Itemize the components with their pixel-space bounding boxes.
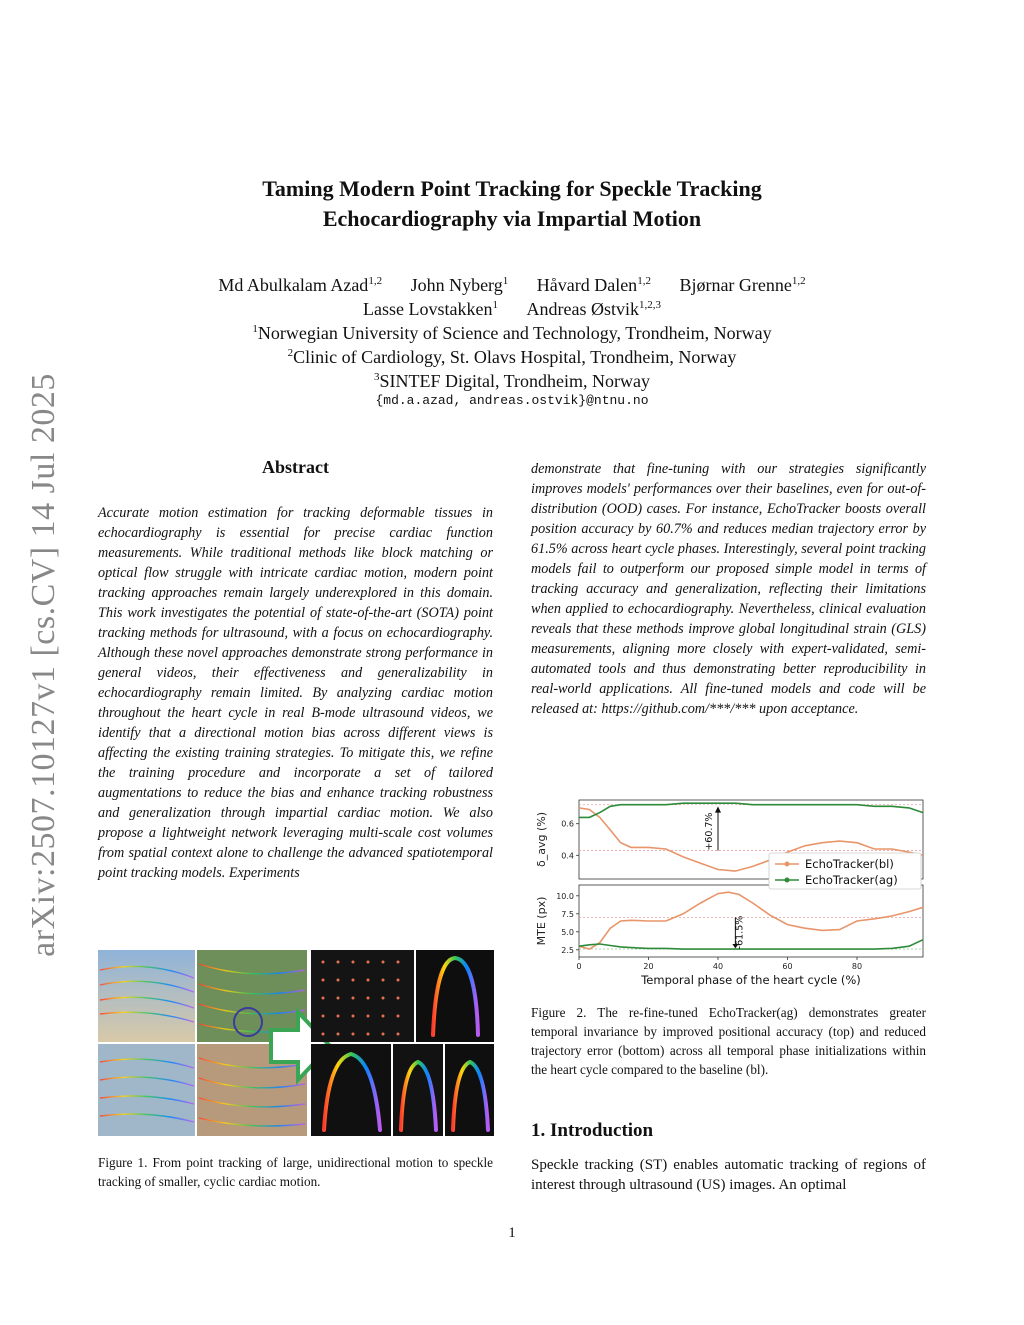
title-line-2: Echocardiography via Impartial Motion (322, 206, 702, 231)
x-tick-label: 60 (782, 962, 793, 971)
annotation-label: -61.5% (734, 915, 746, 950)
figure-2-caption: Figure 2. The re-fine-tuned EchoTracker(ag) demonstrates greater temporal invariance by improved positional accuracy (top) and reduced trajectory error (bottom) across all temporal phase initializations within the heart cycle compared to the baseline (bl). (531, 1005, 926, 1077)
section-heading: 1. Introduction (531, 1120, 654, 1141)
echo-frame-1 (311, 950, 414, 1042)
y-tick-label: 7.5 (561, 909, 574, 919)
author: Md Abulkalam Azad$^{1,2}$ (218, 275, 383, 295)
legend-label: EchoTracker(bl) (805, 857, 894, 871)
arxiv-identifier: arXiv:2507.10127v1 [cs.CV] 14 Jul 2025 (25, 373, 62, 957)
legend-marker (785, 878, 790, 883)
figure-1-caption: Figure 1. From point tracking of large, unidirectional motion to speckle tracking of smaller, cyclic cardiac motion. (98, 1155, 493, 1189)
y-tick-label: 0.4 (561, 851, 574, 861)
legend-marker (785, 862, 790, 867)
intro-paragraph: Speckle tracking (ST) enables automatic tracking of regions of interest through ultrasound (US) images. An optimal (531, 1157, 926, 1193)
echo-frame-2 (416, 950, 494, 1042)
figure-1-collage (98, 950, 494, 1140)
author: Andreas Østvik$^{1,2,3}$ (526, 299, 661, 319)
affiliation: $^1$Norwegian University of Science and Technology, Trondheim, Norway (252, 323, 772, 343)
annotation-label: +60.7% (703, 812, 715, 851)
legend-label: EchoTracker(ag) (805, 873, 898, 887)
y-tick-label: 0.6 (561, 819, 574, 829)
affiliation: $^2$Clinic of Cardiology, St. Olavs Hospital, Trondheim, Norway (287, 347, 737, 367)
y-tick-label: 5.0 (561, 927, 574, 937)
y-tick-label: 10.0 (556, 891, 574, 901)
y-axis-label: δ_avg (%) (535, 812, 548, 867)
abstract-text-left: Accurate motion estimation for tracking deformable tissues in echocardiography is essential for precise cardiac function measurements. While traditional methods like block matching or optical flow struggle with intricate cardiac motion, modern point tracking approaches remain largely underexplored in this domain. This work investigates the potential of state-of-the-art (SOTA) point tracking methods for ultrasound, with a focus on echocardiography. Although these novel approaches demonstrate strong performance in general videos, their effectiveness and generalizability in echocardiography remain limited. By analyzing cardiac motion throughout the heart cycle in real B-mode ultrasound videos, we identify that a directional motion bias across different views is affecting the existing training strategies. To mitigate this, we refine the training procedure and incorporate a set of tailored augmentations to reduce the bias and enhance tracking robustness and generalization through impartial cardiac motion. We also propose a lightweight network leveraging multi-scale cost volumes from spatial context alone to challenge the advanced spatiotemporal point tracking models. Experiments (98, 505, 493, 881)
author: Håvard Dalen$^{1,2}$ (536, 275, 651, 295)
x-tick-label: 0 (576, 962, 582, 971)
y-tick-label: 2.5 (561, 945, 574, 955)
affiliation: $^3$SINTEF Digital, Trondheim, Norway (373, 371, 650, 391)
video-frame-3 (98, 1044, 195, 1136)
figure-2-charts (531, 795, 931, 995)
author: John Nyberg$^1$ (410, 275, 509, 295)
figure-1 (98, 950, 494, 1140)
x-tick-label: 40 (712, 962, 724, 971)
title-line-1: Taming Modern Point Tracking for Speckle Tracking (262, 176, 762, 201)
author: Lasse Lovstakken$^1$ (363, 299, 498, 319)
x-axis-label: Temporal phase of the heart cycle (%) (641, 973, 861, 987)
contact-email: {md.a.azad, andreas.ostvik}@ntnu.no (375, 393, 649, 408)
figure-2 (531, 795, 931, 995)
author: Bjørnar Grenne$^{1,2}$ (679, 275, 806, 295)
y-axis-label: MTE (px) (535, 896, 548, 946)
page-number: 1 (508, 1225, 516, 1241)
abstract-text-right: demonstrate that fine-tuning with our strategies significantly improves models' performances over their baselines, even for out-of-distribution (OOD) cases. For instance, EchoTracker boosts overall position accuracy by 60.7% and reduces median trajectory error by 61.5% across heart cycle phases. Interestingly, several point tracking models fail to outperform our proposed simple model in terms of tracking accuracy and generalization, reflecting their limitations when applied to echocardiography. Nevertheless, clinical evaluation reveals that these methods improve global longitudinal strain (GLS) measurements, aligning more closely with expert-validated, semi-automated tools and thus demonstrating better reproducibility in real-world applications. All fine-tuned models and code will be released at: https://github.com/***/*** upon acceptance. (531, 461, 926, 717)
abstract-heading: Abstract (262, 457, 329, 477)
x-tick-label: 80 (851, 962, 863, 971)
paper-title (0, 174, 1024, 234)
video-frame-1 (98, 950, 195, 1042)
x-tick-label: 20 (643, 962, 654, 971)
